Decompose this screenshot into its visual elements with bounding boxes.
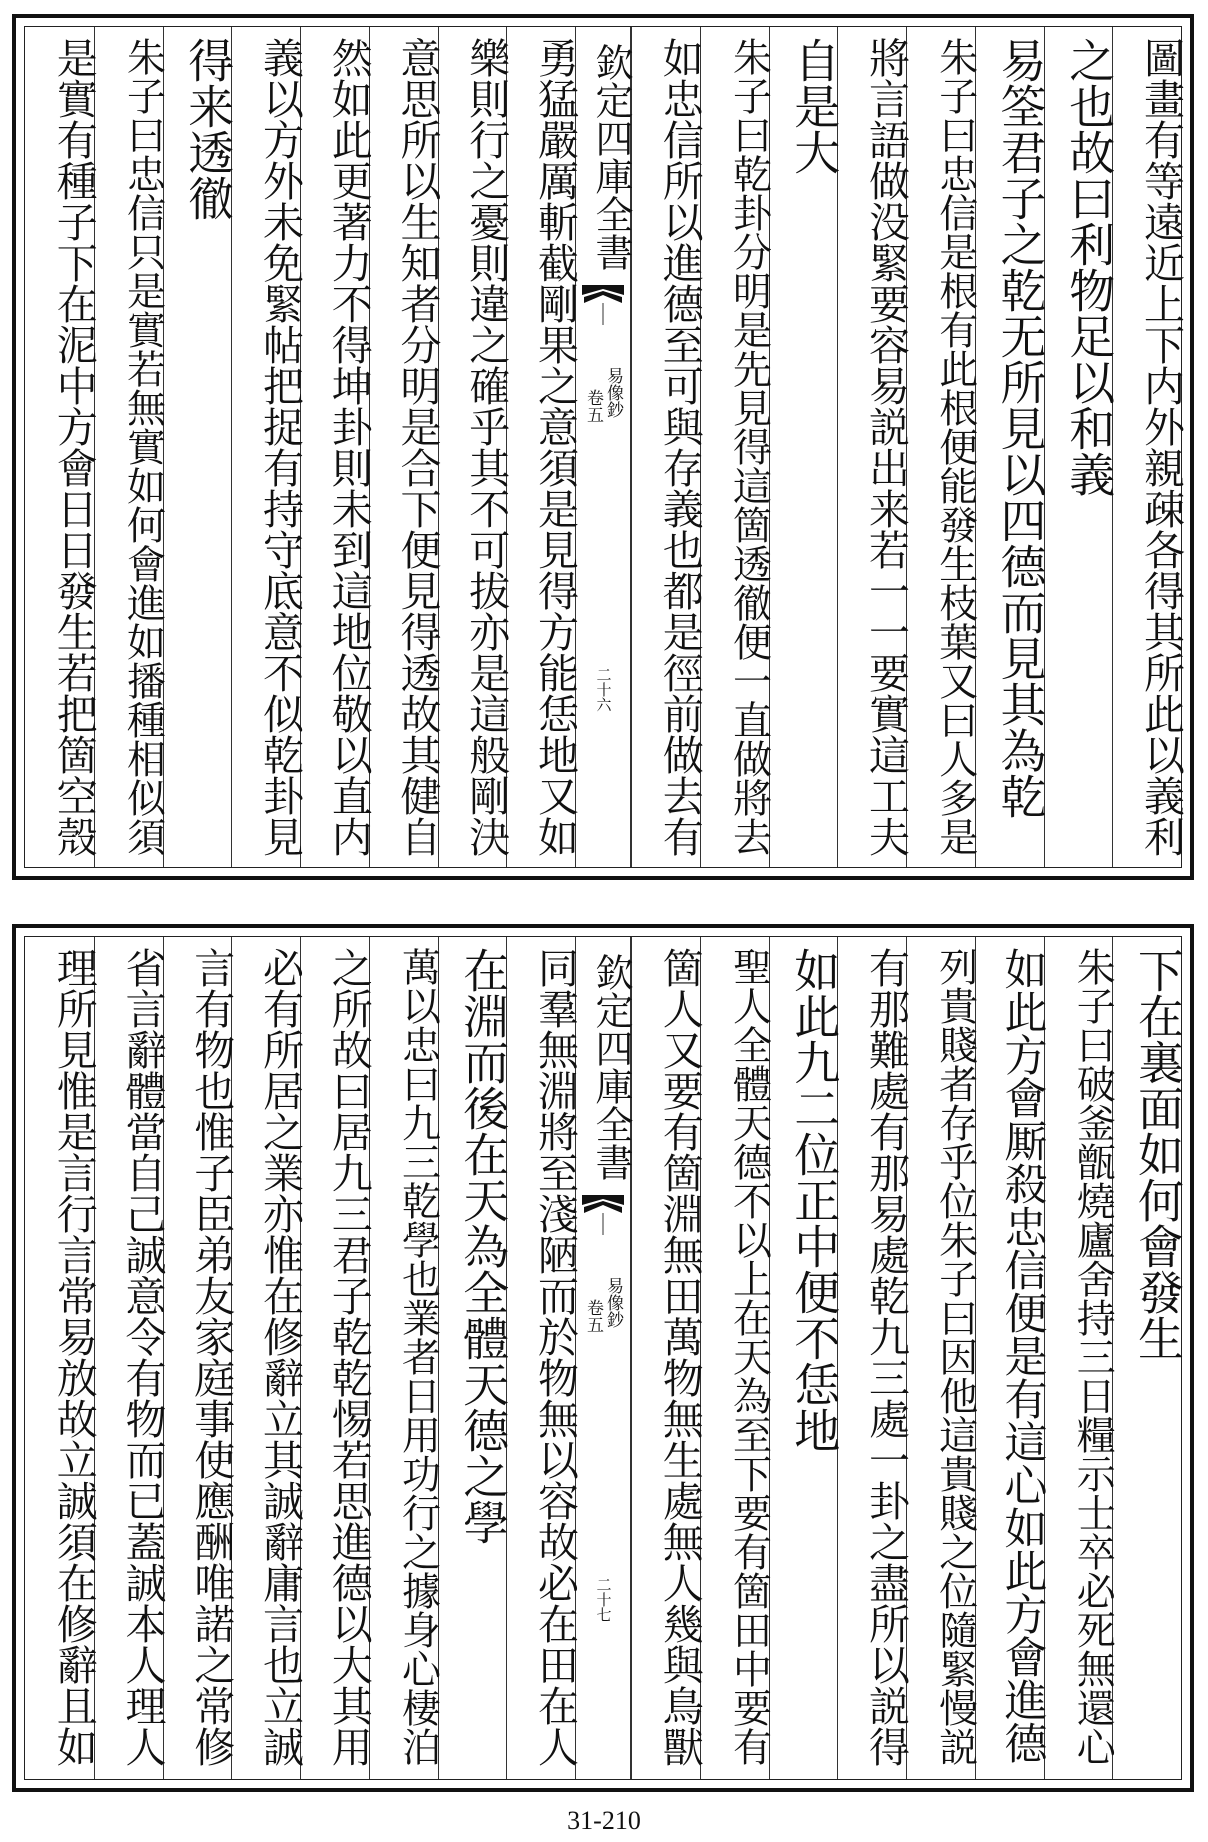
- text-column: [631, 27, 704, 867]
- column-text: 在淵而後在天為全體天德之學: [456, 947, 511, 1545]
- text-column: [369, 27, 442, 867]
- column-text: 易筌君子之乾无所見以四德而見其為乾: [993, 37, 1048, 819]
- column-text: 有那難處有那易處乾九三處一卦之盡所以説得: [862, 947, 910, 1767]
- collection-title: 欽定四庫全書: [589, 43, 633, 271]
- column-text: 如此九二位正中便不恁地: [787, 947, 842, 1453]
- text-column: [438, 937, 511, 1779]
- text-column: [906, 27, 978, 867]
- text-column: [506, 937, 579, 1779]
- column-text: 朱子曰破釜甑燒廬舍持三日糧示士卒必死無還心: [1070, 947, 1116, 1766]
- column-text: 然如此更著力不得坤卦則未到這地位敬以直内: [324, 37, 373, 857]
- column-text: 樂則行之憂則違之確乎其不可拔亦是這般剛決: [462, 37, 511, 857]
- column-text: 圖畫有等遠近上下内外親疎各得其所此以義利: [1137, 37, 1185, 857]
- column-text: 同羣無淵將至淺陋而於物無以容故必在田在人: [531, 947, 579, 1767]
- leaf-number: 二十六: [594, 667, 613, 712]
- text-column: [438, 27, 511, 867]
- text-column: [906, 937, 978, 1779]
- column-text: 理所見惟是言行言常易放故立誠須在修辭且如: [49, 947, 98, 1767]
- column-text: 義以方外未免緊帖把捉有持守底意不似乾卦見: [256, 37, 304, 857]
- column-text: 之也故曰利物足以和義: [1062, 37, 1117, 497]
- text-column: [975, 27, 1048, 867]
- book-title: 易像鈔: [603, 367, 623, 418]
- text-column: [837, 937, 910, 1779]
- text-column: [506, 27, 579, 867]
- column-text: 朱子曰忠信是根有此根便能發生枝葉又曰人多是: [932, 37, 978, 856]
- text-column: [300, 27, 373, 867]
- text-column: [163, 27, 236, 867]
- volume-number: 卷五: [583, 389, 603, 423]
- text-column: [1044, 27, 1117, 867]
- column-text: 是實有種子下在泥中方會日日發生若把箇空殼: [49, 37, 98, 857]
- leaf-number: 二十七: [594, 1577, 613, 1622]
- column-text: 下在裏面如何會發生: [1131, 947, 1185, 1361]
- column-text: 朱子曰乾卦分明是先見得這箇透徹便一直做將去: [726, 37, 772, 856]
- column-text: 之所故曰居九三君子乾乾惕若思進德以大其用: [324, 947, 373, 1767]
- text-column: [231, 27, 304, 867]
- text-column: [1112, 27, 1185, 867]
- text-column: [94, 27, 166, 867]
- text-column: [975, 937, 1048, 1779]
- text-column: [631, 937, 704, 1779]
- text-column: [700, 937, 772, 1779]
- text-column: [231, 937, 304, 1779]
- text-column: [369, 937, 441, 1779]
- bottom-page-text-block: [24, 936, 1185, 1780]
- text-column: [94, 937, 167, 1779]
- column-text: 自是大: [787, 37, 842, 175]
- fishtail-mark-icon: [582, 1195, 624, 1235]
- text-column: [300, 937, 373, 1779]
- text-column: [1112, 937, 1185, 1779]
- center-fold-column: [575, 937, 631, 1779]
- column-text: 箇人又要有箇淵無田萬物無生處無人幾與鳥獸: [655, 947, 704, 1767]
- bottom-page-frame: [12, 924, 1194, 1792]
- text-column: [769, 27, 842, 867]
- column-text: 萬以忠曰九三乾學也業者日用功行之據身心棲泊: [395, 947, 441, 1766]
- text-column: [700, 27, 772, 867]
- book-title: 易像鈔: [603, 1277, 623, 1328]
- text-column: [769, 937, 842, 1779]
- top-page-frame: [12, 14, 1194, 880]
- column-text: 意思所以生知者分明是合下便見得透故其健自: [393, 37, 442, 857]
- text-column: [837, 27, 910, 867]
- column-text: 省言辭體當自己誠意令有物而已蓋誠本人理人: [118, 947, 167, 1767]
- center-fold-column: [575, 27, 631, 867]
- column-text: 勇猛嚴厲斬截剛果之意須是見得方能恁地又如: [531, 37, 579, 857]
- column-text: 如此方會厮殺忠信便是有這心如此方會進德: [997, 947, 1048, 1764]
- volume-number: 卷五: [583, 1299, 603, 1333]
- text-column: [25, 937, 98, 1779]
- column-text: 言有物也惟子臣弟友家庭事使應酬唯諾之常修: [187, 947, 236, 1767]
- column-text: 得来透徹: [181, 37, 236, 221]
- column-text: 朱子曰忠信只是實若無實如何會進如播種相似須: [120, 37, 166, 856]
- top-page-text-block: [24, 26, 1185, 868]
- text-column: [163, 937, 236, 1779]
- column-text: 列貴賤者存乎位朱子曰因他這貴賤之位隨緊慢説: [932, 947, 978, 1766]
- column-text: 聖人全體天德不以上在天為至下要有箇田中要有: [726, 947, 772, 1766]
- collection-title: 欽定四庫全書: [589, 953, 633, 1181]
- column-text: 如忠信所以進德至可與存義也都是徑前做去有: [655, 37, 704, 857]
- fishtail-mark-icon: [582, 285, 624, 325]
- text-column: [25, 27, 98, 867]
- column-text: 將言語做没緊要容易説出来若一一要實這工夫: [862, 37, 910, 857]
- column-text: 必有所居之業亦惟在修辭立其誠辭庸言也立誠: [256, 947, 304, 1767]
- text-column: [1044, 937, 1116, 1779]
- page-number: 31-210: [567, 1806, 641, 1835]
